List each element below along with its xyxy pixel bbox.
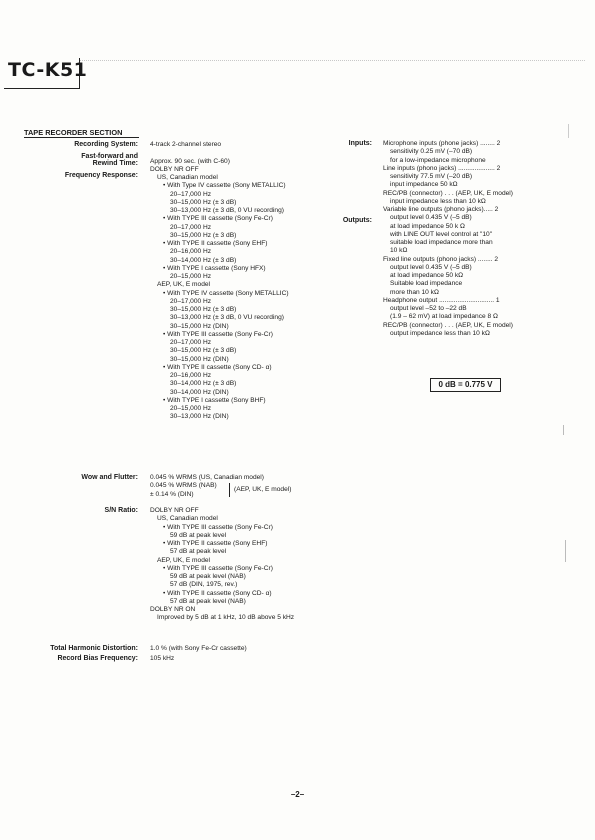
spec-line: 30–15,000 Hz (± 3 dB) bbox=[170, 347, 237, 355]
sn-line: 59 dB at peak level bbox=[170, 531, 227, 539]
io-line: with LINE OUT level control at "10" bbox=[390, 230, 493, 238]
spec-line: 30–15,000 Hz (DIN) bbox=[170, 355, 229, 363]
sn-line: US, Canadian model bbox=[157, 515, 218, 523]
sn-line: DOLBY NR OFF bbox=[150, 507, 199, 514]
model-title: TC-K51 bbox=[8, 59, 88, 81]
io-line: suitable load impedance more than bbox=[390, 239, 493, 246]
scan-mark bbox=[565, 540, 566, 562]
wow-bracket bbox=[229, 483, 230, 497]
io-line: Suitable load impedance bbox=[390, 280, 463, 288]
io-line: output level –52 to –22 dB bbox=[390, 305, 467, 312]
spec-line: 30–14,000 Hz (± 3 dB) bbox=[170, 256, 237, 264]
sn-line: DOLBY NR ON bbox=[150, 606, 196, 613]
spec-line: US, Canadian model bbox=[157, 174, 218, 181]
spec-line: 30–14,000 Hz (± 3 dB) bbox=[170, 380, 237, 388]
io-line: output level 0.435 V (–5 dB) bbox=[390, 263, 472, 271]
label-recording-system: Recording System: bbox=[74, 141, 138, 148]
spec-line: 30–15,000 Hz (± 3 dB) bbox=[170, 231, 237, 239]
io-line: for a low-impedance microphone bbox=[390, 156, 486, 164]
label-sn-ratio: S/N Ratio: bbox=[104, 507, 138, 514]
spec-line: 30–15,000 Hz (DIN) bbox=[170, 322, 229, 330]
io-line: output level 0.435 V (–5 dB) bbox=[390, 214, 472, 222]
section-title: TAPE RECORDER SECTION bbox=[24, 128, 123, 137]
spec-line: 20–17,000 Hz bbox=[170, 223, 212, 231]
label-inputs: Inputs: bbox=[348, 140, 372, 147]
io-line: REC/PB (connector) . . . (AEP, UK, E model) bbox=[383, 189, 513, 197]
bias-frequency-value: 105 kHz bbox=[150, 655, 175, 662]
io-line: (1.9 – 62 mV) at load impedance 8 Ω bbox=[390, 313, 498, 321]
spec-line: 20–15,000 Hz bbox=[170, 273, 212, 280]
page-number: –2– bbox=[290, 790, 305, 799]
scan-mark bbox=[563, 425, 564, 435]
spec-line: • With Type IV cassette (Sony METALLIC) bbox=[163, 182, 286, 190]
io-line: at load impedance 50 kΩ bbox=[390, 272, 464, 279]
io-line: Variable line outputs (phono jacks)..... 2 bbox=[383, 206, 499, 213]
sn-line: 57 dB at peak level bbox=[170, 548, 227, 556]
spec-line: 30–14,000 Hz (DIN) bbox=[170, 388, 229, 396]
sn-line: • With TYPE III cassette (Sony Fe-Cr) bbox=[163, 564, 273, 572]
spec-line: 30–13,000 Hz (± 3 dB, 0 VU recording) bbox=[170, 207, 284, 214]
spec-line: 20–17,000 Hz bbox=[170, 339, 212, 346]
io-line: more than 10 kΩ bbox=[390, 288, 439, 296]
sn-line: Improved by 5 dB at 1 kHz, 10 dB above 5 kHz bbox=[157, 614, 295, 622]
spec-line: 30–15,000 Hz (± 3 dB) bbox=[170, 306, 237, 313]
label-bias-frequency: Record Bias Frequency: bbox=[57, 655, 138, 662]
spec-line: 20–17,000 Hz bbox=[170, 190, 212, 198]
sn-line: 59 dB at peak level (NAB) bbox=[170, 573, 246, 580]
spec-line: • With TYPE I cassette (Sony BHF) bbox=[163, 396, 266, 404]
spec-line: 30–15,000 Hz (± 3 dB) bbox=[170, 198, 237, 206]
io-line: input impedance less than 10 kΩ bbox=[390, 197, 486, 205]
spec-line: AEP, UK, E model bbox=[157, 281, 211, 289]
spec-line: 20–16,000 Hz bbox=[170, 248, 212, 256]
label-ff-rewind-line2: Rewind Time: bbox=[92, 160, 138, 167]
spec-line bbox=[150, 149, 289, 157]
frequency-response-column bbox=[150, 141, 289, 422]
inputs-outputs-column bbox=[383, 140, 513, 338]
io-line: Microphone inputs (phone jacks) ........ 2 bbox=[383, 140, 501, 147]
sn-line: • With TYPE II cassette (Sony EHF) bbox=[163, 540, 268, 547]
io-line: Line inputs (phono jacks) .................... 2 bbox=[383, 164, 501, 172]
label-outputs: Outputs: bbox=[342, 217, 372, 224]
spec-line: 4-track 2-channel stereo bbox=[150, 141, 222, 148]
io-line: output impedance less than 10 kΩ bbox=[390, 329, 490, 337]
sn-line: 57 dB at peak level (NAB) bbox=[170, 597, 246, 605]
db-reference-box: 0 dB = 0.775 V bbox=[430, 378, 501, 392]
io-line: input impedance 50 kΩ bbox=[390, 181, 458, 189]
io-line: Headphone output .............................. 1 bbox=[383, 296, 500, 304]
wow-line: 0.045 % WRMS (NAB) bbox=[150, 482, 217, 490]
spec-line: 30–13,000 Hz (± 3 dB, 0 VU recording) bbox=[170, 314, 284, 322]
label-frequency-response: Frequency Response: bbox=[64, 172, 138, 179]
spec-line: 30–13,000 Hz (DIN) bbox=[170, 413, 229, 421]
top-rule bbox=[80, 60, 585, 61]
wow-line: ± 0.14 % (DIN) bbox=[150, 490, 194, 498]
spec-line: • With TYPE II cassette (Sony EHF) bbox=[163, 240, 268, 247]
io-line: REC/PB (connector) . . . (AEP, UK, E model) bbox=[383, 321, 513, 329]
label-ff-rewind-line1: Fast-forward and bbox=[81, 153, 138, 160]
sn-line: • With TYPE III cassette (Sony Fe-Cr) bbox=[163, 523, 273, 531]
spec-line: 20–17,000 Hz bbox=[170, 297, 212, 305]
spec-line: DOLBY NR OFF bbox=[150, 165, 199, 173]
io-line: at load impedance 50 k Ω bbox=[390, 222, 465, 230]
io-line: sensitivity 77.5 mV (–20 dB) bbox=[390, 173, 473, 180]
spec-line: 20–15,000 Hz bbox=[170, 405, 212, 412]
sn-ratio-column bbox=[150, 507, 294, 623]
scan-mark bbox=[568, 124, 569, 138]
sn-line: 57 dB (DIN, 1975, rev.) bbox=[170, 581, 238, 589]
io-line: sensitivity 0.25 mV (–70 dB) bbox=[390, 148, 473, 156]
label-thd: Total Harmonic Distortion: bbox=[50, 645, 138, 652]
io-line: 10 kΩ bbox=[390, 247, 408, 255]
section-title-underline bbox=[24, 137, 139, 138]
spec-line: • With TYPE IV cassette (Sony METALLIC) bbox=[163, 289, 289, 297]
spec-line: • With TYPE III cassette (Sony Fe-Cr) bbox=[163, 330, 273, 338]
wow-line: 0.045 % WRMS (US, Canadian model) bbox=[150, 474, 264, 481]
spec-line: • With TYPE III cassette (Sony Fe-Cr) bbox=[163, 215, 273, 223]
sn-line: AEP, UK, E model bbox=[157, 556, 211, 564]
thd-value: 1.0 % (with Sony Fe-Cr cassette) bbox=[150, 645, 247, 652]
wow-bracket-note: (AEP, UK, E model) bbox=[234, 486, 292, 493]
spec-line: 20–16,000 Hz bbox=[170, 372, 212, 379]
sn-line: • With TYPE II cassette (Sony CD- α) bbox=[163, 589, 272, 597]
io-line: Fixed line outputs (phono jacks) ........ 2 bbox=[383, 255, 499, 263]
spec-line: • With TYPE I cassette (Sony HFX) bbox=[163, 264, 266, 272]
spec-line: Approx. 90 sec. (with C-60) bbox=[150, 157, 230, 165]
spec-line: • With TYPE II cassette (Sony CD- α) bbox=[163, 363, 272, 371]
label-wow-flutter: Wow and Flutter: bbox=[81, 474, 138, 481]
